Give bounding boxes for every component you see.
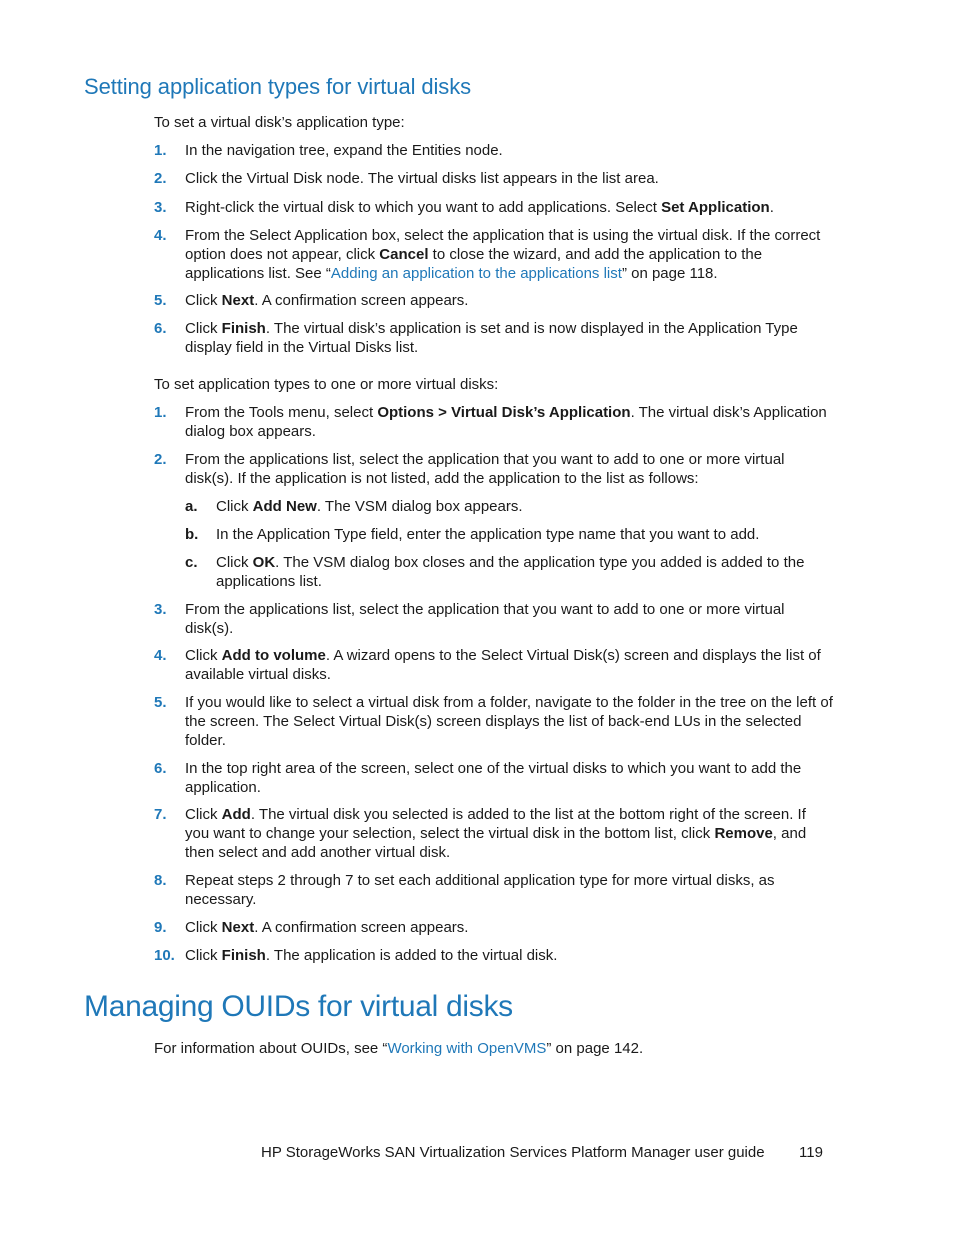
step-number: 5. xyxy=(154,292,167,309)
step-number: 8. xyxy=(154,872,167,889)
step-number: 6. xyxy=(154,320,167,337)
step-number: 9. xyxy=(154,919,167,936)
intro-text: To set a virtual disk’s application type: xyxy=(154,114,405,131)
step-number: 1. xyxy=(154,404,167,421)
ui-term: Cancel xyxy=(379,246,429,263)
substep-text: Click Add New. The VSM dialog box appears. xyxy=(216,498,523,515)
step-number: 7. xyxy=(154,806,167,823)
step-text: From the Select Application box, select the application that is using the virtual disk. If the correct option does not appear, click Cancel to close the wizard, and add the application to the applications list. See “Adding an application to the applications list” on page 118. xyxy=(185,227,821,282)
step-text: Click Finish. The virtual disk’s application is set and is now displayed in the Application Type display field in the Virtual Disks list. xyxy=(185,320,798,356)
footer-title: HP StorageWorks SAN Virtualization Services Platform Manager user guide xyxy=(261,1144,765,1161)
step-text: Click Add to volume. A wizard opens to the Select Virtual Disk(s) screen and displays the list of available virtual disks. xyxy=(185,647,821,683)
step-text: From the applications list, select the application that you want to add to one or more virtual disk(s). If the application is not listed, add the application to the list as follows: xyxy=(185,451,785,487)
ui-term: Add xyxy=(221,806,251,823)
step-text: If you would like to select a virtual disk from a folder, navigate to the folder in the tree on the left of the screen. The Select Virtual Disk(s) screen displays the list of back-end LUs in the selected folder. xyxy=(185,694,833,749)
ui-term: Next xyxy=(221,292,255,309)
ui-term: Next xyxy=(221,919,255,936)
ui-term: Set Application xyxy=(661,199,770,216)
step-text: Right-click the virtual disk to which you want to add applications. Select Set Application. xyxy=(185,199,774,216)
step-number: 4. xyxy=(154,647,167,664)
cross-reference-link[interactable]: Working with OpenVMS xyxy=(387,1040,547,1057)
substep-letter: a. xyxy=(185,498,198,515)
substep-text: In the Application Type field, enter the application type name that you want to add. xyxy=(216,526,760,543)
substep-letter: b. xyxy=(185,526,199,543)
substep-letter: c. xyxy=(185,554,198,571)
step-number: 5. xyxy=(154,694,167,711)
ui-term: Add New xyxy=(252,498,317,515)
major-heading: Managing OUIDs for virtual disks xyxy=(84,990,513,1023)
ui-term: Remove xyxy=(714,825,773,842)
step-text: From the applications list, select the application that you want to add to one or more virtual disk(s). xyxy=(185,601,785,637)
ui-term: Finish xyxy=(221,947,266,964)
page-number: 119 xyxy=(799,1144,823,1161)
section-heading: Setting application types for virtual disks xyxy=(84,74,472,99)
step-number: 2. xyxy=(154,170,167,187)
step-text: Click Next. A confirmation screen appears. xyxy=(185,292,469,309)
ouid-paragraph: For information about OUIDs, see “Working with OpenVMS” on page 142. xyxy=(154,1040,644,1057)
step-text: Click Add. The virtual disk you selected is added to the list at the bottom right of the screen. If you want to change your selection, select the virtual disk in the bottom list, click Remove, and then select and add another virtual disk. xyxy=(185,806,807,861)
step-number: 10. xyxy=(154,947,175,964)
step-text: In the top right area of the screen, select one of the virtual disks to which you want to add the application. xyxy=(185,760,802,796)
step-number: 6. xyxy=(154,760,167,777)
page-footer xyxy=(261,1143,823,1162)
step-text: Click Next. A confirmation screen appears. xyxy=(185,919,469,936)
step-text: In the navigation tree, expand the Entities node. xyxy=(185,142,503,159)
intro-text: To set application types to one or more virtual disks: xyxy=(154,376,499,393)
step-text: From the Tools menu, select Options > Virtual Disk’s Application. The virtual disk’s Application dialog box appears. xyxy=(185,404,827,440)
cross-reference-link[interactable]: Adding an application to the applications list xyxy=(330,265,622,282)
step-number: 3. xyxy=(154,601,167,618)
ui-term: Add to volume xyxy=(221,647,326,664)
step-text: Click the Virtual Disk node. The virtual disks list appears in the list area. xyxy=(185,170,659,187)
step-number: 4. xyxy=(154,227,167,244)
step-text: Repeat steps 2 through 7 to set each additional application type for more virtual disks, as necessary. xyxy=(185,872,775,908)
substep-text: Click OK. The VSM dialog box closes and the application type you added is added to the applications list. xyxy=(216,554,805,590)
step-number: 1. xyxy=(154,142,167,159)
step-text: Click Finish. The application is added to the virtual disk. xyxy=(185,947,558,964)
step-number: 3. xyxy=(154,199,167,216)
step-number: 2. xyxy=(154,451,167,468)
ui-term: Options > Virtual Disk’s Application xyxy=(377,404,631,421)
ui-term: Finish xyxy=(221,320,266,337)
ui-term: OK xyxy=(252,554,276,571)
